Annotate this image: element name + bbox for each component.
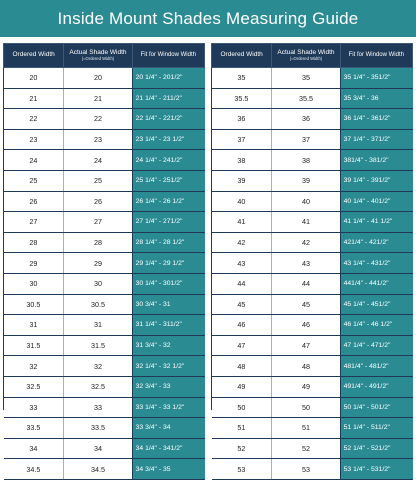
table-row	[4, 170, 205, 191]
fit-window-width-cell: 421/4" - 421/2"	[340, 232, 412, 253]
ordered-width-cell: 33.5	[4, 418, 64, 439]
fit-window-width-cell: 32 3/4" - 33	[132, 376, 204, 397]
fit-window-width-cell: 46 1/4" - 46 1/2"	[340, 315, 412, 336]
title-bar	[0, 0, 416, 37]
ordered-width-cell: 39	[212, 170, 272, 191]
table-row	[4, 150, 205, 171]
ordered-width-header-label: Ordered Width	[220, 51, 263, 59]
table-row	[212, 232, 413, 253]
actual-shade-width-cell: 53	[272, 459, 340, 480]
table-row	[212, 376, 413, 397]
fit-window-width-cell: 22 1/4" - 221/2"	[132, 109, 204, 130]
table-row	[212, 273, 413, 294]
actual-shade-width-cell: 33.5	[64, 418, 132, 439]
fit-window-width-cell: 53 1/4" - 531/2"	[340, 459, 412, 480]
actual-shade-width-cell: 39	[272, 170, 340, 191]
ordered-width-cell: 47	[212, 335, 272, 356]
actual-shade-width-cell: 34.5	[64, 459, 132, 480]
actual-shade-width-header-note: (=Ordered Width)	[289, 55, 323, 61]
table-header-row	[4, 44, 205, 68]
fit-window-width-header-label: Fit for Window Width	[348, 52, 404, 59]
table-row	[212, 129, 413, 150]
fit-window-width-cell: 36 1/4" - 361/2"	[340, 109, 412, 130]
fit-window-width-cell: 26 1/4" - 26 1/2"	[132, 191, 204, 212]
actual-shade-width-header-label: Actual Shade Width	[69, 48, 127, 56]
table-row	[4, 253, 205, 274]
fit-window-width-cell: 31 1/4" - 311/2"	[132, 315, 204, 336]
fit-window-width-cell: 24 1/4" - 241/2"	[132, 150, 204, 171]
ordered-width-cell: 32.5	[4, 376, 64, 397]
ordered-width-header	[4, 44, 64, 68]
fit-window-width-cell: 25 1/4" - 251/2"	[132, 170, 204, 191]
ordered-width-cell: 20	[4, 68, 64, 89]
fit-window-width-cell: 35 1/4" - 351/2"	[340, 68, 412, 89]
ordered-width-cell: 34	[4, 438, 64, 459]
table-row	[212, 356, 413, 377]
ordered-width-cell: 33	[4, 397, 64, 418]
fit-window-width-cell: 34 1/4" - 341/2"	[132, 438, 204, 459]
actual-shade-width-header	[64, 44, 132, 68]
actual-shade-width-cell: 32	[64, 356, 132, 377]
actual-shade-width-cell: 23	[64, 129, 132, 150]
table-row	[4, 397, 205, 418]
actual-shade-width-cell: 26	[64, 191, 132, 212]
fit-window-width-header	[132, 44, 204, 68]
fit-window-width-cell: 37 1/4" - 371/2"	[340, 129, 412, 150]
table-row	[4, 459, 205, 480]
fit-window-width-cell: 45 1/4" - 451/2"	[340, 294, 412, 315]
actual-shade-width-cell: 31.5	[64, 335, 132, 356]
fit-window-width-cell: 52 1/4" - 521/2"	[340, 438, 412, 459]
table-row	[212, 459, 413, 480]
ordered-width-cell: 28	[4, 232, 64, 253]
table-row	[4, 438, 205, 459]
fit-window-width-cell: 40 1/4" - 401/2"	[340, 191, 412, 212]
table-row	[4, 109, 205, 130]
table-row	[212, 191, 413, 212]
page-title: Inside Mount Shades Measuring Guide	[57, 8, 359, 28]
fit-window-width-cell: 381/4" - 381/2"	[340, 150, 412, 171]
ordered-width-cell: 24	[4, 150, 64, 171]
table-row	[212, 150, 413, 171]
table-row	[212, 397, 413, 418]
fit-window-width-cell: 50 1/4" - 501/2"	[340, 397, 412, 418]
actual-shade-width-cell: 28	[64, 232, 132, 253]
table-row	[212, 418, 413, 439]
actual-shade-width-cell: 20	[64, 68, 132, 89]
table-row	[4, 376, 205, 397]
table-row	[4, 335, 205, 356]
table-row	[4, 356, 205, 377]
table-row	[4, 88, 205, 109]
fit-window-width-cell: 51 1/4" - 511/2"	[340, 418, 412, 439]
ordered-width-cell: 37	[212, 129, 272, 150]
left-size-table	[3, 43, 205, 480]
ordered-width-cell: 38	[212, 150, 272, 171]
ordered-width-cell: 34.5	[4, 459, 64, 480]
actual-shade-width-cell: 21	[64, 88, 132, 109]
table-row	[4, 129, 205, 150]
ordered-width-cell: 40	[212, 191, 272, 212]
ordered-width-cell: 46	[212, 315, 272, 336]
actual-shade-width-cell: 42	[272, 232, 340, 253]
fit-window-width-header	[340, 44, 412, 68]
fit-window-width-cell: 29 1/4" - 29 1/2"	[132, 253, 204, 274]
left-table-body	[4, 68, 205, 480]
ordered-width-cell: 30	[4, 273, 64, 294]
actual-shade-width-cell: 32.5	[64, 376, 132, 397]
actual-shade-width-cell: 30	[64, 273, 132, 294]
ordered-width-cell: 43	[212, 253, 272, 274]
table-row	[212, 68, 413, 89]
actual-shade-width-cell: 40	[272, 191, 340, 212]
actual-shade-width-cell: 46	[272, 315, 340, 336]
table-row	[212, 438, 413, 459]
actual-shade-width-cell: 31	[64, 315, 132, 336]
ordered-width-cell: 35	[212, 68, 272, 89]
actual-shade-width-cell: 41	[272, 212, 340, 233]
table-row	[212, 109, 413, 130]
fit-window-width-cell: 34 3/4" - 35	[132, 459, 204, 480]
actual-shade-width-cell: 35.5	[272, 88, 340, 109]
ordered-width-cell: 31.5	[4, 335, 64, 356]
actual-shade-width-cell: 22	[64, 109, 132, 130]
table-row	[4, 418, 205, 439]
table-row	[212, 170, 413, 191]
fit-window-width-cell: 30 1/4" - 301/2"	[132, 273, 204, 294]
table-row	[4, 232, 205, 253]
fit-window-width-cell: 33 1/4" - 33 1/2"	[132, 397, 204, 418]
ordered-width-cell: 29	[4, 253, 64, 274]
fit-window-width-cell: 33 3/4" - 34	[132, 418, 204, 439]
table-row	[212, 88, 413, 109]
actual-shade-width-cell: 45	[272, 294, 340, 315]
table-row	[212, 294, 413, 315]
fit-window-width-cell: 20 1/4" - 201/2"	[132, 68, 204, 89]
fit-window-width-cell: 39 1/4" - 391/2"	[340, 170, 412, 191]
actual-shade-width-cell: 47	[272, 335, 340, 356]
actual-shade-width-cell: 52	[272, 438, 340, 459]
table-row	[4, 273, 205, 294]
table-row	[4, 315, 205, 336]
actual-shade-width-cell: 49	[272, 376, 340, 397]
fit-window-width-cell: 28 1/4" - 28 1/2"	[132, 232, 204, 253]
ordered-width-cell: 51	[212, 418, 272, 439]
actual-shade-width-header-note: (=Ordered Width)	[81, 55, 115, 61]
fit-window-width-cell: 481/4" - 481/2"	[340, 356, 412, 377]
ordered-width-cell: 21	[4, 88, 64, 109]
actual-shade-width-cell: 44	[272, 273, 340, 294]
ordered-width-cell: 23	[4, 129, 64, 150]
table-header-row	[212, 44, 413, 68]
fit-window-width-cell: 23 1/4" - 23 1/2"	[132, 129, 204, 150]
ordered-width-cell: 31	[4, 315, 64, 336]
actual-shade-width-cell: 36	[272, 109, 340, 130]
actual-shade-width-cell: 33	[64, 397, 132, 418]
ordered-width-cell: 42	[212, 232, 272, 253]
ordered-width-header	[212, 44, 272, 68]
table-row	[212, 335, 413, 356]
ordered-width-cell: 44	[212, 273, 272, 294]
actual-shade-width-cell: 48	[272, 356, 340, 377]
fit-window-width-cell: 47 1/4" - 471/2"	[340, 335, 412, 356]
right-table-body	[212, 68, 413, 480]
fit-window-width-cell: 441/4" - 441/2"	[340, 273, 412, 294]
actual-shade-width-cell: 30.5	[64, 294, 132, 315]
actual-shade-width-cell: 29	[64, 253, 132, 274]
actual-shade-width-cell: 27	[64, 212, 132, 233]
fit-window-width-cell: 32 1/4" - 32 1/2"	[132, 356, 204, 377]
actual-shade-width-cell: 37	[272, 129, 340, 150]
actual-shade-width-cell: 38	[272, 150, 340, 171]
actual-shade-width-cell: 51	[272, 418, 340, 439]
actual-shade-width-cell: 25	[64, 170, 132, 191]
ordered-width-cell: 26	[4, 191, 64, 212]
ordered-width-cell: 22	[4, 109, 64, 130]
table-row	[4, 212, 205, 233]
fit-window-width-cell: 491/4" - 491/2"	[340, 376, 412, 397]
table-row	[212, 253, 413, 274]
fit-window-width-cell: 21 1/4" - 211/2"	[132, 88, 204, 109]
fit-window-width-cell: 31 3/4" - 32	[132, 335, 204, 356]
table-row	[4, 191, 205, 212]
actual-shade-width-cell: 43	[272, 253, 340, 274]
ordered-width-cell: 30.5	[4, 294, 64, 315]
right-size-table	[211, 43, 413, 480]
table-row	[212, 212, 413, 233]
fit-window-width-cell: 27 1/4" - 271/2"	[132, 212, 204, 233]
ordered-width-cell: 52	[212, 438, 272, 459]
ordered-width-header-label: Ordered Width	[12, 51, 55, 59]
fit-window-width-cell: 41 1/4" - 41 1/2"	[340, 212, 412, 233]
ordered-width-cell: 41	[212, 212, 272, 233]
fit-window-width-cell: 30 3/4" - 31	[132, 294, 204, 315]
table-row	[4, 294, 205, 315]
ordered-width-cell: 49	[212, 376, 272, 397]
fit-window-width-cell: 43 1/4" - 431/2"	[340, 253, 412, 274]
table-row	[212, 315, 413, 336]
fit-window-width-header-label: Fit for Window Width	[140, 52, 196, 59]
ordered-width-cell: 32	[4, 356, 64, 377]
actual-shade-width-cell: 50	[272, 397, 340, 418]
actual-shade-width-cell: 34	[64, 438, 132, 459]
table-row	[4, 68, 205, 89]
actual-shade-width-header-label: Actual Shade Width	[277, 48, 335, 56]
ordered-width-cell: 35.5	[212, 88, 272, 109]
ordered-width-cell: 53	[212, 459, 272, 480]
actual-shade-width-header	[272, 44, 340, 68]
fit-window-width-cell: 35 3/4" - 36	[340, 88, 412, 109]
actual-shade-width-cell: 35	[272, 68, 340, 89]
actual-shade-width-cell: 24	[64, 150, 132, 171]
ordered-width-cell: 27	[4, 212, 64, 233]
ordered-width-cell: 36	[212, 109, 272, 130]
ordered-width-cell: 50	[212, 397, 272, 418]
left-table-panel	[3, 43, 205, 474]
ordered-width-cell: 25	[4, 170, 64, 191]
ordered-width-cell: 45	[212, 294, 272, 315]
ordered-width-cell: 48	[212, 356, 272, 377]
right-table-panel	[211, 43, 413, 474]
